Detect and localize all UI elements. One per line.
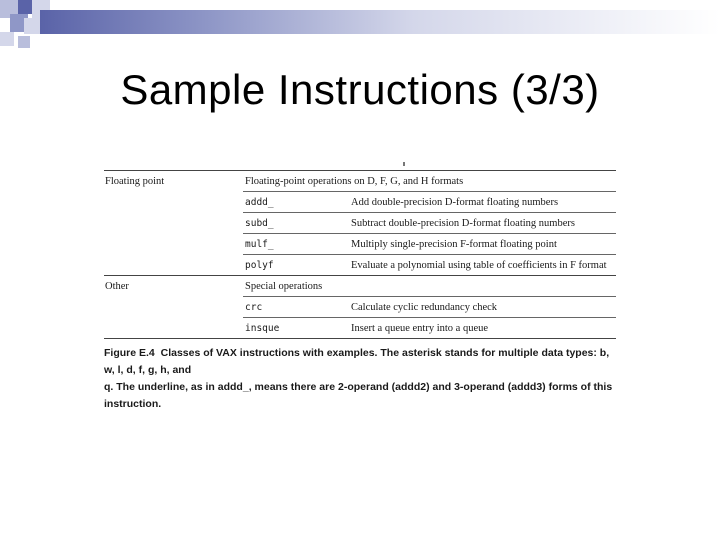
instruction-description: Subtract double-precision D-format floating numbers: [349, 213, 616, 234]
caption-line-1: Classes of VAX instructions with examples. The asterisk stands for multiple data types: b, w, l, d, f, g, h, and: [104, 347, 610, 376]
decor-square: [24, 18, 40, 34]
top-tick-mark: [403, 162, 405, 166]
instruction-mnemonic: insque: [243, 318, 349, 339]
instruction-description: Calculate cyclic redundancy check: [349, 297, 616, 318]
instruction-mnemonic: polyf: [243, 255, 349, 276]
instruction-mnemonic: subd_: [243, 213, 349, 234]
instruction-description: Insert a queue entry into a queue: [349, 318, 616, 339]
caption-label: Figure E.4: [104, 347, 155, 359]
figure-caption: [104, 345, 620, 413]
instruction-group: Special operations: [243, 276, 616, 297]
decor-square: [18, 0, 32, 14]
table-row: [104, 276, 616, 297]
instruction-description: Multiply single-precision F-format floating point: [349, 234, 616, 255]
instruction-mnemonic: addd_: [243, 192, 349, 213]
decor-square: [18, 36, 30, 48]
table-row: [104, 171, 616, 192]
instruction-table: [104, 170, 616, 339]
table-row: [104, 213, 616, 234]
instruction-mnemonic: crc: [243, 297, 349, 318]
decor-square: [0, 32, 14, 46]
caption-line-2: q. The underline, as in addd_, means there are 2-operand (addd2) and 3-operand (addd3) forms of this instruction.: [104, 381, 613, 410]
class-label: Floating point: [104, 171, 243, 192]
instruction-mnemonic: mulf_: [243, 234, 349, 255]
instruction-description: Add double-precision D-format floating numbers: [349, 192, 616, 213]
slide-title: Sample Instructions (3/3): [120, 66, 600, 113]
table-row: [104, 255, 616, 276]
class-label: Other: [104, 276, 243, 297]
instruction-description: Evaluate a polynomial using table of coefficients in F format: [349, 255, 616, 276]
table-row: [104, 234, 616, 255]
header-gradient-bar: [40, 10, 720, 34]
table-row: [104, 297, 616, 318]
instruction-group: Floating-point operations on D, F, G, and H formats: [243, 171, 616, 192]
table-row: [104, 192, 616, 213]
table-row: [104, 318, 616, 339]
